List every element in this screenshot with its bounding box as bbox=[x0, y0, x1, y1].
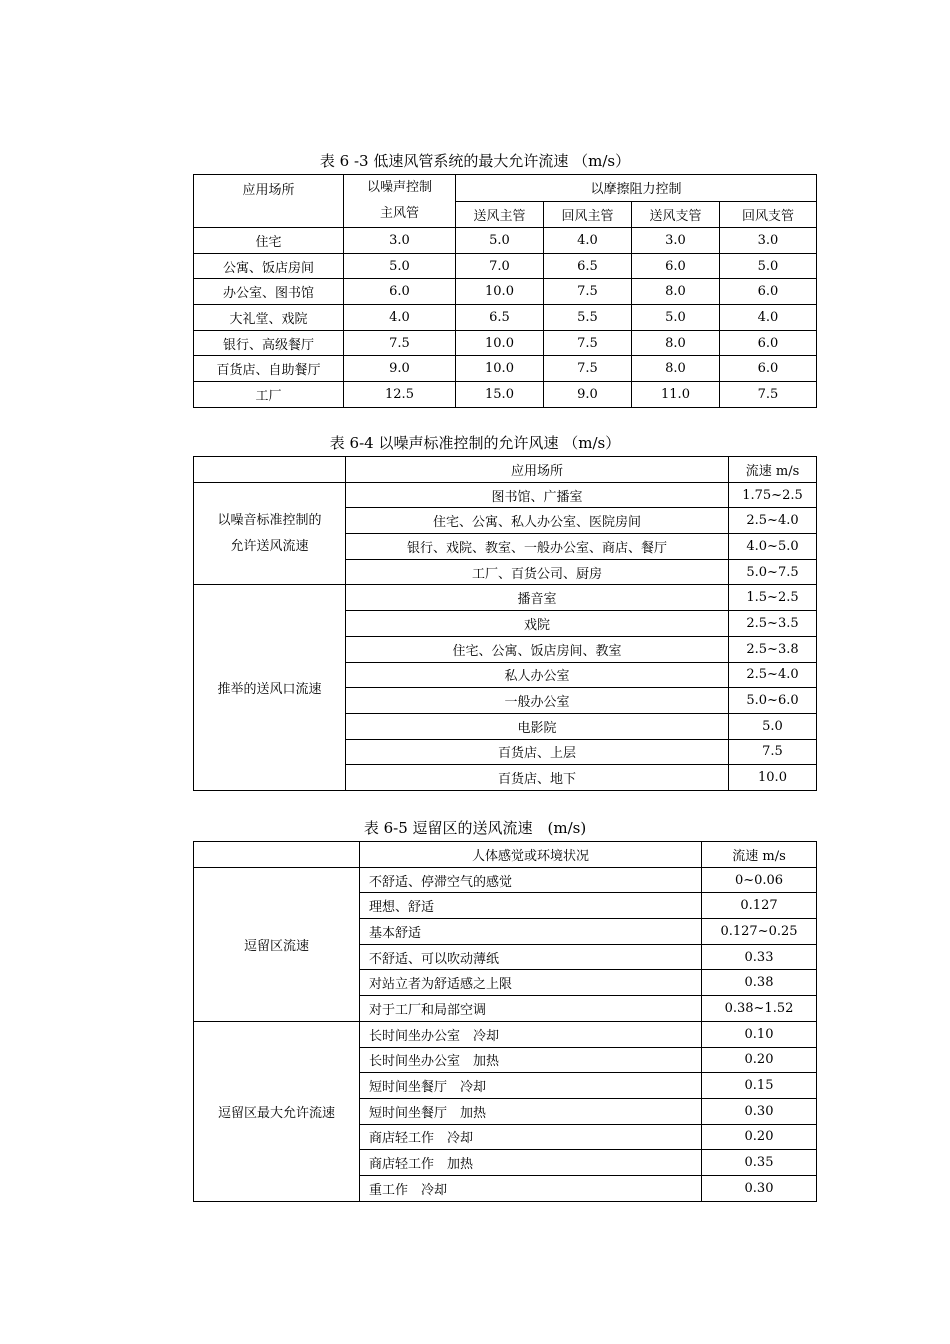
table-row bbox=[194, 585, 817, 611]
cell-value: 9.0 bbox=[544, 382, 632, 408]
cell-value: 3.0 bbox=[632, 228, 720, 254]
cell-value: 5.0 bbox=[344, 253, 456, 279]
cell-place: 住宅 bbox=[194, 228, 344, 254]
cell-value: 6.0 bbox=[632, 253, 720, 279]
cell-place: 银行、戏院、教室、一般办公室、商店、餐厅 bbox=[346, 534, 729, 560]
header-blank bbox=[194, 457, 346, 483]
header-noise-line1: 以噪声控制 bbox=[366, 180, 432, 195]
header-noise-line2: 主风管 bbox=[379, 206, 419, 221]
cell-value: 12.5 bbox=[344, 382, 456, 408]
cell-speed: 7.5 bbox=[729, 739, 817, 765]
table-6-4-caption: 表 6-4 以噪声标准控制的允许风速 （m/s） bbox=[329, 434, 621, 452]
cell-condition: 长时间坐办公室 冷却 bbox=[360, 1021, 702, 1047]
cell-speed: 2.5~4.0 bbox=[729, 508, 817, 534]
table-6-3 bbox=[193, 174, 817, 408]
table-6-4 bbox=[193, 456, 817, 791]
cell-condition: 不舒适、可以吹动薄纸 bbox=[360, 944, 702, 970]
cell-speed: 0.20 bbox=[702, 1124, 817, 1150]
cell-speed: 0.15 bbox=[702, 1073, 817, 1099]
header-supply-branch: 送风支管 bbox=[632, 201, 720, 228]
cell-condition: 理想、舒适 bbox=[360, 893, 702, 919]
table-row bbox=[194, 253, 817, 279]
cell-speed: 0.33 bbox=[702, 944, 817, 970]
cell-value: 10.0 bbox=[456, 356, 544, 382]
table-row bbox=[194, 356, 817, 382]
cell-speed: 2.5~3.5 bbox=[729, 611, 817, 637]
cell-value: 10.0 bbox=[456, 330, 544, 356]
cell-place: 工厂、百货公司、厨房 bbox=[346, 559, 729, 585]
cell-value: 6.5 bbox=[456, 305, 544, 331]
table-6-3-caption: 表 6 -3 低速风管系统的最大允许流速 （m/s） bbox=[319, 152, 631, 170]
cell-value: 5.5 bbox=[544, 305, 632, 331]
cell-condition: 对站立者为舒适感之上限 bbox=[360, 970, 702, 996]
cell-speed: 0~0.06 bbox=[702, 867, 817, 893]
cell-value: 8.0 bbox=[632, 279, 720, 305]
cell-value: 10.0 bbox=[456, 279, 544, 305]
cell-value: 6.5 bbox=[544, 253, 632, 279]
group-label-line1: 以噪音标准控制的 bbox=[217, 512, 322, 528]
cell-place: 百货店、上层 bbox=[346, 739, 729, 765]
cell-speed: 1.75~2.5 bbox=[729, 482, 817, 508]
cell-place: 图书馆、广播室 bbox=[346, 482, 729, 508]
group-label-outlet: 推举的送风口流速 bbox=[194, 585, 346, 791]
cell-place: 一般办公室 bbox=[346, 688, 729, 714]
table-row bbox=[194, 330, 817, 356]
cell-speed: 1.5~2.5 bbox=[729, 585, 817, 611]
cell-place: 办公室、图书馆 bbox=[194, 279, 344, 305]
cell-speed: 0.38 bbox=[702, 970, 817, 996]
cell-value: 5.0 bbox=[632, 305, 720, 331]
cell-speed: 0.20 bbox=[702, 1047, 817, 1073]
cell-speed: 5.0~7.5 bbox=[729, 559, 817, 585]
cell-value: 4.0 bbox=[544, 228, 632, 254]
cell-speed: 10.0 bbox=[729, 765, 817, 791]
group-label-occupied-zone: 逗留区流速 bbox=[194, 867, 360, 1021]
cell-value: 3.0 bbox=[720, 228, 817, 254]
header-condition: 人体感觉或环境状况 bbox=[360, 842, 702, 868]
cell-value: 9.0 bbox=[344, 356, 456, 382]
header-place: 应用场所 bbox=[346, 457, 729, 483]
group-label-line2: 允许送风流速 bbox=[230, 538, 309, 554]
header-supply-main: 送风主管 bbox=[456, 201, 544, 228]
cell-speed: 0.10 bbox=[702, 1021, 817, 1047]
cell-value: 5.0 bbox=[456, 228, 544, 254]
table-row bbox=[194, 228, 817, 254]
cell-condition: 长时间坐办公室 加热 bbox=[360, 1047, 702, 1073]
cell-value: 6.0 bbox=[720, 330, 817, 356]
cell-value: 4.0 bbox=[344, 305, 456, 331]
cell-value: 6.0 bbox=[720, 356, 817, 382]
cell-value: 8.0 bbox=[632, 356, 720, 382]
cell-speed: 4.0~5.0 bbox=[729, 534, 817, 560]
header-return-branch: 回风支管 bbox=[720, 201, 817, 228]
cell-value: 7.5 bbox=[544, 330, 632, 356]
header-return-main: 回风主管 bbox=[544, 201, 632, 228]
cell-value: 4.0 bbox=[720, 305, 817, 331]
header-noise-control bbox=[344, 175, 456, 228]
cell-speed: 0.30 bbox=[702, 1175, 817, 1201]
group-label-noise-standard bbox=[194, 482, 346, 585]
table-row bbox=[194, 382, 817, 408]
cell-value: 8.0 bbox=[632, 330, 720, 356]
cell-speed: 0.38~1.52 bbox=[702, 996, 817, 1022]
cell-speed: 2.5~3.8 bbox=[729, 636, 817, 662]
cell-place: 工厂 bbox=[194, 382, 344, 408]
cell-place: 大礼堂、戏院 bbox=[194, 305, 344, 331]
cell-value: 7.5 bbox=[344, 330, 456, 356]
header-speed: 流速 m/s bbox=[729, 457, 817, 483]
cell-place: 百货店、地下 bbox=[346, 765, 729, 791]
cell-place: 银行、高级餐厅 bbox=[194, 330, 344, 356]
cell-speed: 5.0 bbox=[729, 713, 817, 739]
cell-value: 6.0 bbox=[720, 279, 817, 305]
header-speed: 流速 m/s bbox=[702, 842, 817, 868]
cell-value: 11.0 bbox=[632, 382, 720, 408]
cell-value: 3.0 bbox=[344, 228, 456, 254]
cell-speed: 0.127 bbox=[702, 893, 817, 919]
table-6-5 bbox=[193, 841, 817, 1202]
cell-place: 百货店、自助餐厅 bbox=[194, 356, 344, 382]
cell-speed: 0.127~0.25 bbox=[702, 919, 817, 945]
cell-speed: 2.5~4.0 bbox=[729, 662, 817, 688]
cell-condition: 对于工厂和局部空调 bbox=[360, 996, 702, 1022]
cell-value: 15.0 bbox=[456, 382, 544, 408]
cell-place: 住宅、公寓、私人办公室、医院房间 bbox=[346, 508, 729, 534]
cell-condition: 商店轻工作 加热 bbox=[360, 1150, 702, 1176]
cell-value: 6.0 bbox=[344, 279, 456, 305]
group-label-max-allowed: 逗留区最大允许流速 bbox=[194, 1021, 360, 1201]
cell-condition: 重工作 冷却 bbox=[360, 1175, 702, 1201]
cell-place: 公寓、饭店房间 bbox=[194, 253, 344, 279]
cell-place: 住宅、公寓、饭店房间、教室 bbox=[346, 636, 729, 662]
header-friction-control: 以摩擦阻力控制 bbox=[456, 175, 817, 202]
table-row bbox=[194, 867, 817, 893]
cell-place: 戏院 bbox=[346, 611, 729, 637]
cell-speed: 5.0~6.0 bbox=[729, 688, 817, 714]
cell-speed: 0.35 bbox=[702, 1150, 817, 1176]
cell-condition: 不舒适、停滞空气的感觉 bbox=[360, 867, 702, 893]
cell-place: 播音室 bbox=[346, 585, 729, 611]
cell-condition: 短时间坐餐厅 加热 bbox=[360, 1098, 702, 1124]
cell-place: 私人办公室 bbox=[346, 662, 729, 688]
header-blank bbox=[194, 842, 360, 868]
cell-condition: 商店轻工作 冷却 bbox=[360, 1124, 702, 1150]
cell-value: 7.5 bbox=[720, 382, 817, 408]
cell-speed: 0.30 bbox=[702, 1098, 817, 1124]
table-6-5-caption: 表 6-5 逗留区的送风流速 (m/s) bbox=[363, 819, 587, 837]
cell-value: 7.5 bbox=[544, 279, 632, 305]
table-row bbox=[194, 305, 817, 331]
cell-value: 7.0 bbox=[456, 253, 544, 279]
cell-place: 电影院 bbox=[346, 713, 729, 739]
header-place: 应用场所 bbox=[194, 175, 344, 228]
cell-condition: 短时间坐餐厅 冷却 bbox=[360, 1073, 702, 1099]
table-row bbox=[194, 482, 817, 508]
table-row bbox=[194, 279, 817, 305]
cell-value: 7.5 bbox=[544, 356, 632, 382]
table-row bbox=[194, 1021, 817, 1047]
cell-value: 5.0 bbox=[720, 253, 817, 279]
cell-condition: 基本舒适 bbox=[360, 919, 702, 945]
